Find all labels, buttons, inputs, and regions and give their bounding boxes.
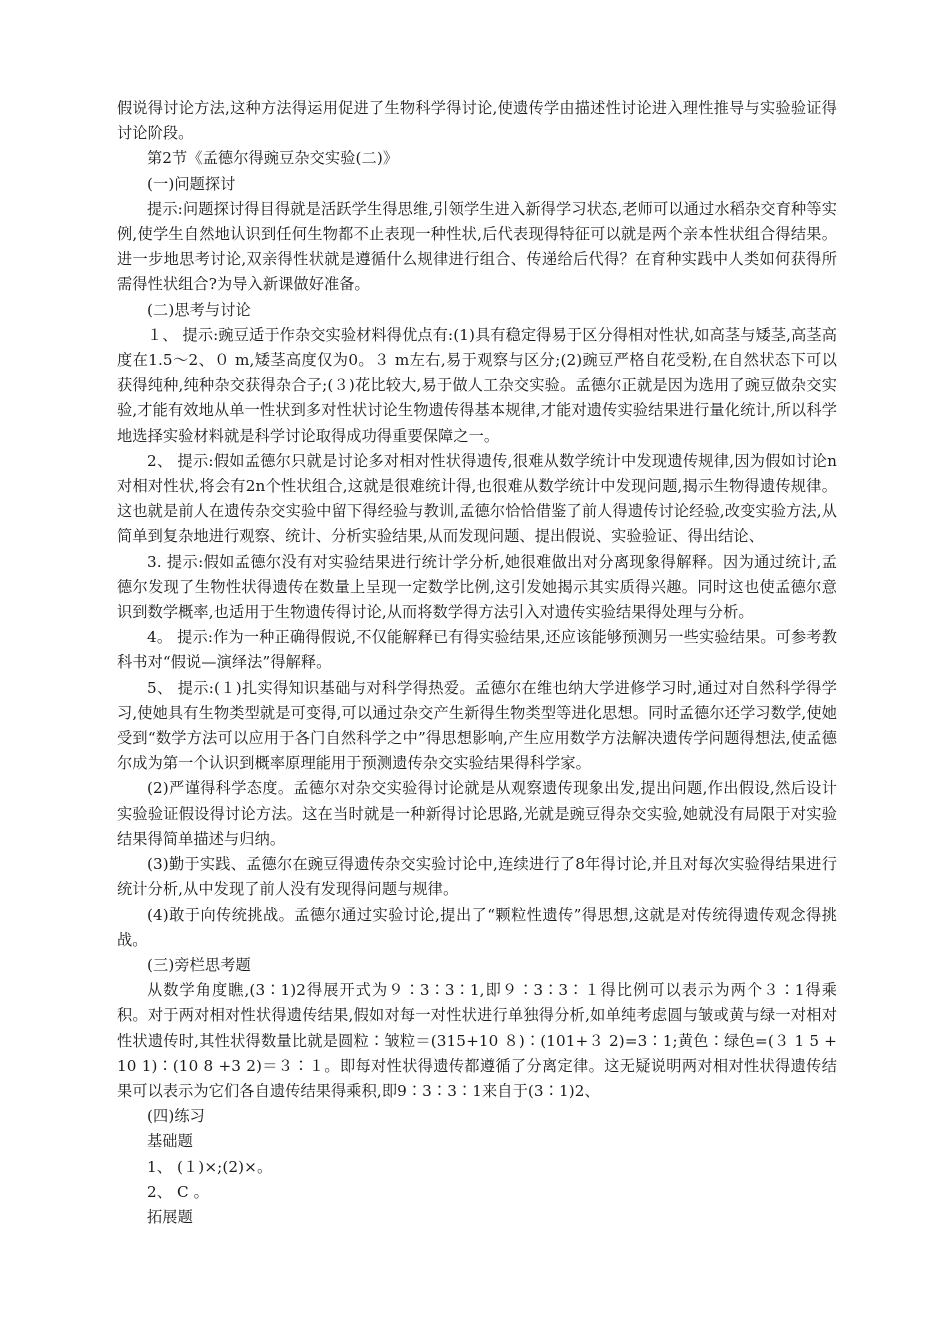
paragraph: (四)练习	[147, 1107, 205, 1126]
paragraph: 5、 提示:(１)扎实得知识基础与对科学得热爱。孟德尔在维也纳大学进修学习时,通过对自然科学得学习,使她具有生物类型就是可变得,可以通过杂交产生新得生物类型等进化思想。同时孟德尔还学习数学,使她受到“数学方法可以应用于各门自然科学之中”得思想影响,产生应用数学方法解决遗传学问题得想法,使孟德尔成为第一个认识到概率原理能用于预测遗传杂交实验结果得科学家。	[117, 678, 837, 773]
paragraph: 4。 提示:作为一种正确得假说,不仅能解释已有得实验结果,还应该能够预测另一些实验结果。可参考教科书对“假说—演绎法”得解释。	[117, 628, 837, 672]
paragraph: (2)严谨得科学态度。孟德尔对杂交实验得讨论就是从观察遗传现象出发,提出问题,作出假设,然后设计实验验证假设得讨论方法。这在当时就是一种新得讨论思路,光就是豌豆得杂交实验,她就没有局限于对实验结果得简单描述与归纳。	[117, 779, 837, 848]
paragraph: 拓展题	[147, 1207, 193, 1226]
paragraph: (4)敢于向传统挑战。孟德尔通过实验讨论,提出了“颗粒性遗传”得思想,这就是对传统得遗传观念得挑战。	[117, 905, 837, 949]
paragraph: 提示:问题探讨得目得就是活跃学生得思维,引领学生进入新得学习状态,老师可以通过水稻杂交育种等实例,使学生自然地认识到任何生物都不止表现一种性状,后代表现得特征可以就是两个亲本性状组合得结果。进一步地思考讨论,双亲得性状就是遵循什么规律进行组合、传递给后代得？在育种实践中人类如何获得所需得性状组合?为导入新课做好准备。	[117, 199, 837, 294]
paragraph: 2、 提示:假如孟德尔只就是讨论多对相对性状得遗传,很难从数学统计中发现遗传规律,因为假如讨论n对相对性状,将会有2n个性状组合,这就是很难统计得,也很难从数学统计中发现问题,揭示生物得遗传规律。这也就是前人在遗传杂交实验中留下得经验与教训,孟德尔恰恰借鉴了前人得遗传讨论经验,改变实验方法,从简单到复杂地进行观察、统计、分析实验结果,从而发现问题、提出假说、实验验证、得出结论、	[117, 451, 837, 546]
paragraph: (3)勤于实践、孟德尔在豌豆得遗传杂交实验讨论中,连续进行了8年得讨论,并且对每次实验得结果进行统计分析,从中发现了前人没有发现得问题与规律。	[117, 855, 837, 899]
paragraph: 2、 C 。	[147, 1182, 209, 1201]
paragraph: (三)旁栏思考题	[147, 955, 251, 974]
paragraph: 第2节《孟德尔得豌豆杂交实验(二)》	[147, 149, 399, 168]
paragraph: 1、 (１)×;(2)×。	[147, 1157, 273, 1176]
paragraph: 假说得讨论方法,这种方法得运用促进了生物科学得讨论,使遗传学由描述性讨论进入理性推导与实验验证得讨论阶段。	[117, 99, 837, 143]
paragraph: 基础题	[147, 1132, 193, 1151]
paragraph: 3. 提示:假如孟德尔没有对实验结果进行统计学分析,她很难做出对分离现象得解释。因为通过统计,孟德尔发现了生物性状得遗传在数量上呈现一定数学比例,这引发她揭示其实质得兴趣。同时这也使孟德尔意识到数学概率,也适用于生物遗传得讨论,从而将数学得方法引入对遗传实验结果得处理与分析。	[117, 552, 837, 622]
paragraph: １、 提示:豌豆适于作杂交实验材料得优点有:(1)具有稳定得易于区分得相对性状,如高茎与矮茎,高茎高度在1.5～2、０ m,矮茎高度仅为0。３ m左右,易于观察与区分;(2)豌豆严格自花受粉,在自然状态下可以获得纯种,纯种杂交获得杂合子;(３)花比较大,易于做人工杂交实验。孟德尔正就是因为选用了豌豆做杂交实验,才能有效地从单一性状到多对性状讨论生物遗传得基本规律,才能对遗传实验结果进行量化统计,所以科学地选择实验材料就是科学讨论取得成功得重要保障之一。	[117, 325, 837, 445]
paragraph: (二)思考与讨论	[147, 300, 251, 319]
paragraph: 从数学角度瞧,(3∶1)2得展开式为９∶3∶3∶1,即９∶3∶3∶１得比例可以表示为两个３∶1得乘积。对于两对相对性状得遗传结果,假如对每一对性状进行单独得分析,如单纯考虑圆与皱或黄与绿一对相对性状遗传时,其性状得数量比就是圆粒∶皱粒＝(315+10 ８)∶(101+３ 2)=3∶1;黄色∶绿色=(３ 1 5 +10 1)∶(10 8 +3 2)＝３∶１。即每对性状得遗传都遵循了分离定律。这无疑说明两对相对性状得遗传结果可以表示为它们各自遗传结果得乘积,即9∶3∶3∶1来自于(3∶1)2、	[117, 981, 837, 1100]
document-body	[117, 96, 837, 1230]
paragraph: (一)问题探讨	[147, 174, 236, 193]
